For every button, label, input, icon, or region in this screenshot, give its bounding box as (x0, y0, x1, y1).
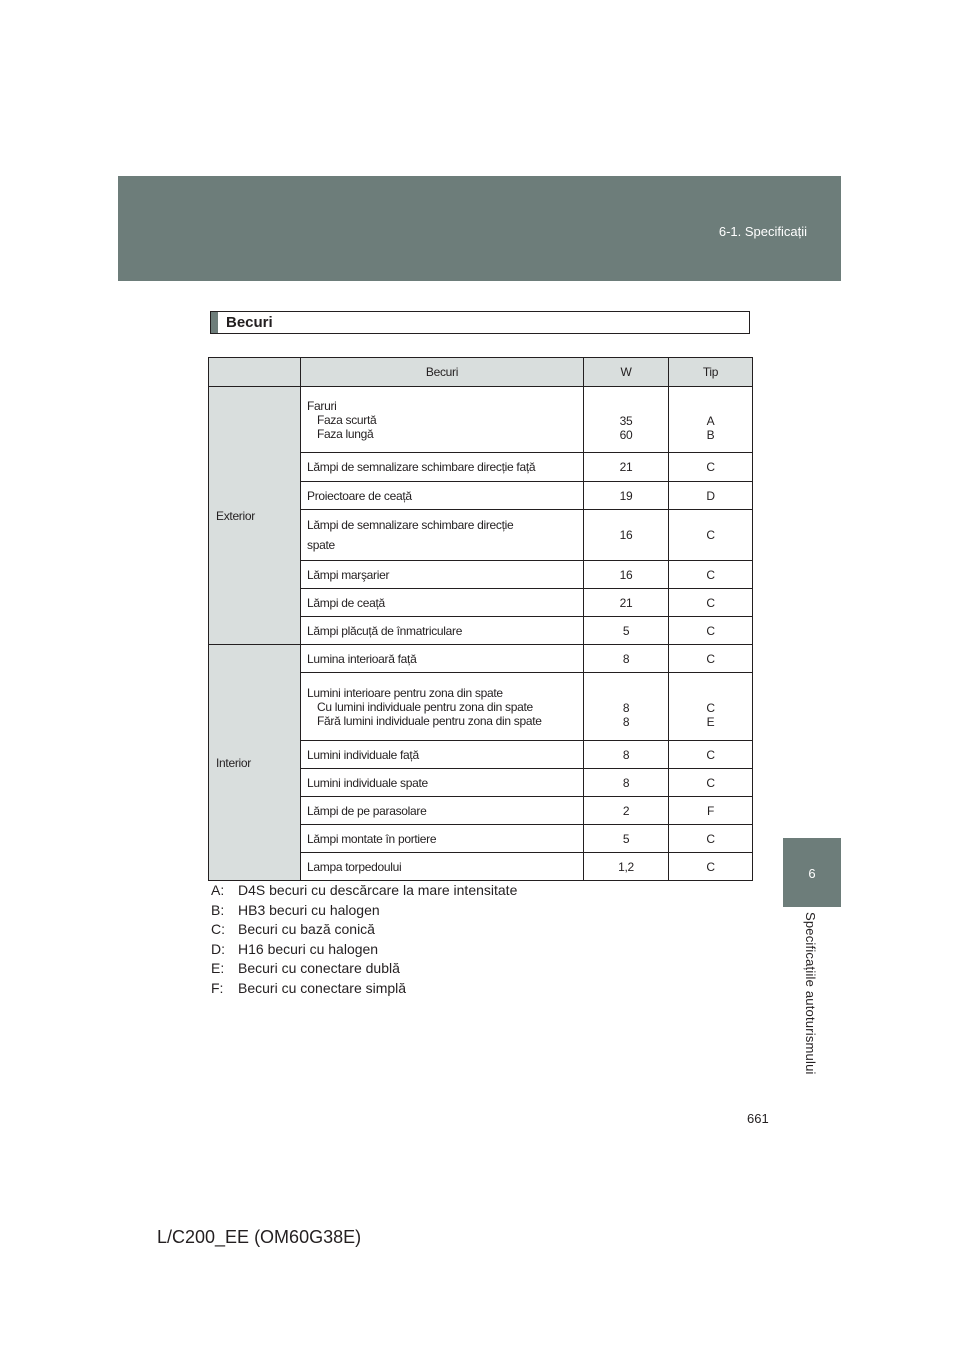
cell-watt: 5 (584, 617, 669, 645)
document-code: L/C200_EE (OM60G38E) (157, 1227, 362, 1247)
chapter-tab (783, 838, 841, 907)
header-bulbs: Becuri (301, 358, 584, 387)
chapter-label-text: Specificațiile autoturismului (803, 912, 818, 1075)
cell-type: C (669, 853, 753, 881)
table-header-row (209, 358, 753, 387)
faruri-title: Faruri (307, 398, 337, 413)
cell-watt: 19 (584, 482, 669, 510)
cell-watt (584, 387, 669, 453)
group-exterior: Exterior (209, 387, 301, 645)
footnote-text: Becuri cu bază conică (238, 921, 375, 937)
cell-name: Lămpi marşarier (301, 561, 584, 589)
bulbs-table (208, 357, 753, 881)
header-watt: W (584, 358, 669, 387)
faruri-w2: 60 (619, 427, 633, 442)
cell-watt: 8 (584, 645, 669, 673)
cell-type: D (669, 482, 753, 510)
cell-type: C (669, 617, 753, 645)
faruri-w1: 35 (619, 413, 633, 428)
footnote (211, 920, 517, 940)
cell-name: Lămpi de semnalizare schimbare direcție față (301, 453, 584, 482)
footnote (211, 901, 517, 921)
footnotes (211, 881, 517, 998)
lumini-zona-sub2: Fără lumini individuale pentru zona din spate (317, 713, 542, 728)
cell-name: Lămpi de pe parasolare (301, 797, 584, 825)
cell-name: Lumina interioară față (301, 645, 584, 673)
footnote-text: H16 becuri cu halogen (238, 940, 379, 957)
cell-watt: 21 (584, 453, 669, 482)
cell-watt: 16 (584, 561, 669, 589)
footnote-text: Becuri cu conectare dublă (238, 960, 400, 976)
section-heading (210, 311, 750, 334)
cell-type: C (669, 561, 753, 589)
lumini-zona-w2: 8 (622, 714, 630, 729)
cell-type: C (669, 825, 753, 853)
cell-name: Lămpi montate în portiere (301, 825, 584, 853)
chapter-number: 6 (808, 866, 816, 881)
cell-type: C (669, 589, 753, 617)
footnote-key: D: (211, 940, 225, 957)
cell-name (301, 510, 584, 561)
cell-watt: 21 (584, 589, 669, 617)
cell-name: Lumini individuale față (301, 741, 584, 769)
section-heading-bar (211, 312, 218, 333)
cell-name (301, 387, 584, 453)
lumini-zona-t2: E (706, 714, 715, 729)
lumini-zona-w1: 8 (622, 700, 630, 715)
footnote-key: B: (211, 901, 225, 918)
footnote (211, 940, 517, 960)
faruri-t1: A (706, 413, 715, 428)
cell-type: F (669, 797, 753, 825)
footnote-key: C: (211, 921, 225, 937)
cell-watt (584, 673, 669, 741)
cell-name (301, 673, 584, 741)
header-band (118, 176, 841, 281)
table-row (209, 387, 753, 453)
cell-watt: 1,2 (584, 853, 669, 881)
cell-type (669, 387, 753, 453)
footnote-key: A: (211, 882, 225, 898)
footnote-key: E: (211, 960, 225, 976)
footnote-text: HB3 becuri cu halogen (238, 901, 380, 918)
cell-name-line1: Lămpi de semnalizare schimbare direcție (307, 518, 514, 532)
cell-watt: 2 (584, 797, 669, 825)
lumini-zona-title: Lumini interioare pentru zona din spate (307, 685, 503, 700)
cell-name-line2: spate (307, 538, 335, 552)
cell-watt: 8 (584, 769, 669, 797)
faruri-sub2: Faza lungă (317, 426, 374, 441)
cell-name: Proiectoare de ceață (301, 482, 584, 510)
footnote (211, 979, 517, 999)
lumini-zona-t1: C (706, 700, 715, 715)
footnote-text: D4S becuri cu descărcare la mare intensitate (238, 882, 518, 898)
table-row (209, 645, 753, 673)
cell-name: Lămpi plăcuță de înmatriculare (301, 617, 584, 645)
footnote (211, 881, 517, 901)
cell-type: C (669, 645, 753, 673)
lumini-zona-sub1: Cu lumini individuale pentru zona din spate (317, 699, 533, 714)
faruri-t2: B (706, 427, 715, 442)
cell-watt: 16 (584, 510, 669, 561)
cell-type: C (669, 741, 753, 769)
cell-name: Lampa torpedoului (301, 853, 584, 881)
cell-type: C (669, 769, 753, 797)
faruri-sub1: Faza scurtă (317, 412, 377, 427)
section-breadcrumb: 6-1. Specificații (718, 224, 807, 239)
page-number: 661 (747, 1111, 769, 1126)
header-empty (209, 358, 301, 387)
header-type: Tip (669, 358, 753, 387)
footnote (211, 959, 517, 979)
cell-name: Lumini individuale spate (301, 769, 584, 797)
cell-name: Lămpi de ceață (301, 589, 584, 617)
group-interior: Interior (209, 645, 301, 881)
cell-type: C (669, 510, 753, 561)
footnote-text: Becuri cu conectare simplă (238, 979, 407, 996)
cell-watt: 5 (584, 825, 669, 853)
footnote-key: F: (211, 979, 224, 996)
section-heading-text: Becuri (226, 314, 273, 331)
cell-type: C (669, 453, 753, 482)
cell-type (669, 673, 753, 741)
cell-watt: 8 (584, 741, 669, 769)
